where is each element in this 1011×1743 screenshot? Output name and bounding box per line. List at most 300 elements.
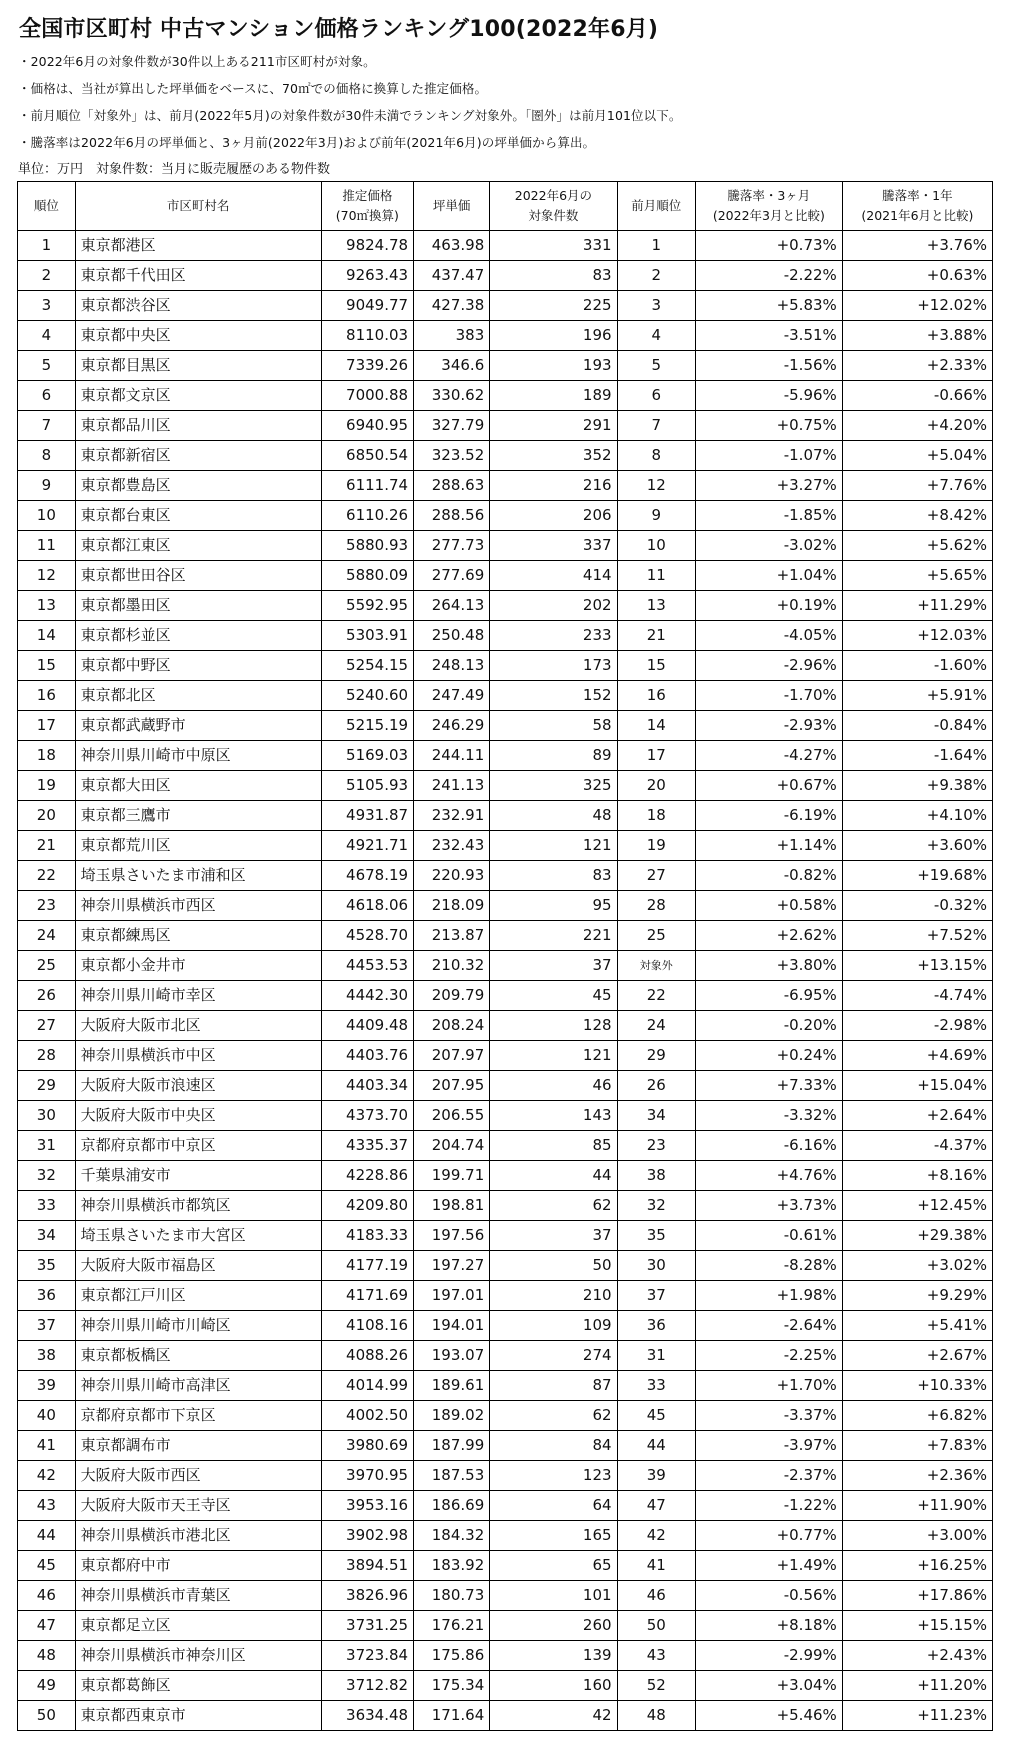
prev-rank-cell: 16 (617, 681, 695, 711)
change-3m-cell: -2.25% (695, 1341, 842, 1371)
change-3m-cell: -2.93% (695, 711, 842, 741)
header-rank: 順位 (18, 182, 76, 231)
tsubo-cell: 210.32 (414, 951, 490, 981)
change-3m-cell: -2.22% (695, 261, 842, 291)
prev-rank-cell: 43 (617, 1641, 695, 1671)
change-1y-cell: +13.15% (842, 951, 992, 981)
change-1y-cell: +5.65% (842, 561, 992, 591)
page-title: 全国市区町村 中古マンション価格ランキング100(2022年6月) (19, 17, 659, 42)
tsubo-cell: 176.21 (414, 1611, 490, 1641)
change-1y-cell: +11.29% (842, 591, 992, 621)
change-1y-cell: +3.60% (842, 831, 992, 861)
price-cell: 4171.69 (321, 1281, 413, 1311)
change-3m-cell: +3.73% (695, 1191, 842, 1221)
count-cell: 101 (490, 1581, 617, 1611)
tsubo-cell: 175.86 (414, 1641, 490, 1671)
tsubo-cell: 247.49 (414, 681, 490, 711)
rank-cell: 38 (18, 1341, 76, 1371)
table-row (18, 1101, 993, 1131)
change-3m-cell: +5.83% (695, 291, 842, 321)
tsubo-cell: 204.74 (414, 1131, 490, 1161)
price-cell: 5169.03 (321, 741, 413, 771)
count-cell: 42 (490, 1701, 617, 1731)
count-cell: 274 (490, 1341, 617, 1371)
price-cell: 7000.88 (321, 381, 413, 411)
change-3m-cell: -1.56% (695, 351, 842, 381)
prev-rank-cell: 1 (617, 231, 695, 261)
price-cell: 6850.54 (321, 441, 413, 471)
change-3m-cell: -1.70% (695, 681, 842, 711)
change-1y-cell: +11.20% (842, 1671, 992, 1701)
table-row (18, 1461, 993, 1491)
count-cell: 189 (490, 381, 617, 411)
name-cell: 東京都西東京市 (75, 1701, 321, 1731)
change-1y-cell: +11.90% (842, 1491, 992, 1521)
count-cell: 46 (490, 1071, 617, 1101)
header-prev-rank: 前月順位 (617, 182, 695, 231)
change-1y-cell: -2.98% (842, 1011, 992, 1041)
prev-rank-cell: 30 (617, 1251, 695, 1281)
change-1y-cell: +7.52% (842, 921, 992, 951)
table-row (18, 1611, 993, 1641)
price-cell: 5880.93 (321, 531, 413, 561)
change-1y-cell: +9.38% (842, 771, 992, 801)
price-cell: 3980.69 (321, 1431, 413, 1461)
name-cell: 東京都江戸川区 (75, 1281, 321, 1311)
count-cell: 44 (490, 1161, 617, 1191)
tsubo-cell: 220.93 (414, 861, 490, 891)
count-cell: 352 (490, 441, 617, 471)
tsubo-cell: 232.91 (414, 801, 490, 831)
table-row (18, 891, 993, 921)
count-cell: 45 (490, 981, 617, 1011)
rank-cell: 23 (18, 891, 76, 921)
count-cell: 83 (490, 861, 617, 891)
price-cell: 3712.82 (321, 1671, 413, 1701)
name-cell: 神奈川県横浜市神奈川区 (75, 1641, 321, 1671)
price-cell: 4931.87 (321, 801, 413, 831)
price-cell: 4678.19 (321, 861, 413, 891)
prev-rank-cell: 5 (617, 351, 695, 381)
change-1y-cell: -0.32% (842, 891, 992, 921)
tsubo-cell: 288.63 (414, 471, 490, 501)
change-3m-cell: +0.24% (695, 1041, 842, 1071)
tsubo-cell: 330.62 (414, 381, 490, 411)
prev-rank-cell: 50 (617, 1611, 695, 1641)
count-cell: 58 (490, 711, 617, 741)
change-3m-cell: +3.04% (695, 1671, 842, 1701)
prev-rank-cell: 9 (617, 501, 695, 531)
rank-cell: 29 (18, 1071, 76, 1101)
tsubo-cell: 189.02 (414, 1401, 490, 1431)
table-row (18, 711, 993, 741)
tsubo-cell: 213.87 (414, 921, 490, 951)
name-cell: 大阪府大阪市中央区 (75, 1101, 321, 1131)
count-cell: 37 (490, 1221, 617, 1251)
notes (18, 48, 681, 156)
rank-cell: 13 (18, 591, 76, 621)
change-1y-cell: +7.76% (842, 471, 992, 501)
change-1y-cell: +5.91% (842, 681, 992, 711)
rank-cell: 10 (18, 501, 76, 531)
prev-rank-cell: 4 (617, 321, 695, 351)
change-3m-cell: -1.07% (695, 441, 842, 471)
name-cell: 東京都武蔵野市 (75, 711, 321, 741)
table-row (18, 1521, 993, 1551)
rank-cell: 24 (18, 921, 76, 951)
table-row (18, 1011, 993, 1041)
count-cell: 139 (490, 1641, 617, 1671)
prev-rank-cell: 11 (617, 561, 695, 591)
rank-cell: 11 (18, 531, 76, 561)
prev-rank-cell: 6 (617, 381, 695, 411)
rank-cell: 37 (18, 1311, 76, 1341)
tsubo-cell: 463.98 (414, 231, 490, 261)
change-3m-cell: +0.19% (695, 591, 842, 621)
price-cell: 4403.76 (321, 1041, 413, 1071)
tsubo-cell: 208.24 (414, 1011, 490, 1041)
rank-cell: 2 (18, 261, 76, 291)
change-1y-cell: +12.03% (842, 621, 992, 651)
table-row (18, 1671, 993, 1701)
name-cell: 東京都台東区 (75, 501, 321, 531)
change-3m-cell: -3.32% (695, 1101, 842, 1131)
count-cell: 414 (490, 561, 617, 591)
count-cell: 62 (490, 1401, 617, 1431)
tsubo-cell: 189.61 (414, 1371, 490, 1401)
count-cell: 87 (490, 1371, 617, 1401)
prev-rank-cell: 32 (617, 1191, 695, 1221)
table-row (18, 831, 993, 861)
rank-cell: 45 (18, 1551, 76, 1581)
change-1y-cell: +15.04% (842, 1071, 992, 1101)
table-row (18, 321, 993, 351)
change-3m-cell: -1.22% (695, 1491, 842, 1521)
change-3m-cell: -3.51% (695, 321, 842, 351)
rank-cell: 22 (18, 861, 76, 891)
rank-cell: 26 (18, 981, 76, 1011)
table-row (18, 921, 993, 951)
change-1y-cell: +16.25% (842, 1551, 992, 1581)
prev-rank-cell: 52 (617, 1671, 695, 1701)
name-cell: 東京都板橋区 (75, 1341, 321, 1371)
prev-rank-cell: 45 (617, 1401, 695, 1431)
change-1y-cell: +19.68% (842, 861, 992, 891)
prev-rank-cell: 25 (617, 921, 695, 951)
change-3m-cell: -2.96% (695, 651, 842, 681)
tsubo-cell: 327.79 (414, 411, 490, 441)
tsubo-cell: 197.27 (414, 1251, 490, 1281)
price-cell: 3953.16 (321, 1491, 413, 1521)
prev-rank-cell: 7 (617, 411, 695, 441)
tsubo-cell: 175.34 (414, 1671, 490, 1701)
table-row (18, 1041, 993, 1071)
change-3m-cell: +7.33% (695, 1071, 842, 1101)
name-cell: 東京都府中市 (75, 1551, 321, 1581)
change-3m-cell: +1.49% (695, 1551, 842, 1581)
rank-cell: 34 (18, 1221, 76, 1251)
name-cell: 東京都葛飾区 (75, 1671, 321, 1701)
count-cell: 202 (490, 591, 617, 621)
rank-cell: 46 (18, 1581, 76, 1611)
count-cell: 123 (490, 1461, 617, 1491)
change-1y-cell: +4.69% (842, 1041, 992, 1071)
price-cell: 3970.95 (321, 1461, 413, 1491)
rank-cell: 21 (18, 831, 76, 861)
change-1y-cell: -1.64% (842, 741, 992, 771)
price-cell: 4014.99 (321, 1371, 413, 1401)
table-row (18, 1161, 993, 1191)
change-3m-cell: -3.02% (695, 531, 842, 561)
change-1y-cell: +10.33% (842, 1371, 992, 1401)
price-cell: 4403.34 (321, 1071, 413, 1101)
name-cell: 東京都目黒区 (75, 351, 321, 381)
price-cell: 3902.98 (321, 1521, 413, 1551)
table-row (18, 621, 993, 651)
note-line: ・騰落率は2022年6月の坪単価と、3ヶ月前(2022年3月)および前年(2021年6月)の坪単価から算出。 (18, 135, 596, 150)
rank-cell: 35 (18, 1251, 76, 1281)
change-1y-cell: +15.15% (842, 1611, 992, 1641)
change-1y-cell: -4.74% (842, 981, 992, 1011)
tsubo-cell: 199.71 (414, 1161, 490, 1191)
name-cell: 東京都足立区 (75, 1611, 321, 1641)
table-row (18, 651, 993, 681)
price-cell: 3731.25 (321, 1611, 413, 1641)
name-cell: 埼玉県さいたま市大宮区 (75, 1221, 321, 1251)
prev-rank-cell: 8 (617, 441, 695, 471)
name-cell: 東京都千代田区 (75, 261, 321, 291)
price-cell: 3826.96 (321, 1581, 413, 1611)
change-3m-cell: +1.98% (695, 1281, 842, 1311)
prev-rank-cell: 33 (617, 1371, 695, 1401)
table-row (18, 1131, 993, 1161)
rank-cell: 4 (18, 321, 76, 351)
note-line: ・前月順位「対象外」は、前月(2022年5月)の対象件数が30件未満でランキング対象外。「圏外」は前月101位以下。 (18, 108, 682, 123)
name-cell: 東京都港区 (75, 231, 321, 261)
rank-cell: 18 (18, 741, 76, 771)
change-3m-cell: +0.73% (695, 231, 842, 261)
tsubo-cell: 437.47 (414, 261, 490, 291)
price-cell: 4335.37 (321, 1131, 413, 1161)
name-cell: 東京都大田区 (75, 771, 321, 801)
table-row (18, 1431, 993, 1461)
prev-rank-cell: 28 (617, 891, 695, 921)
change-1y-cell: +12.02% (842, 291, 992, 321)
prev-rank-cell: 18 (617, 801, 695, 831)
name-cell: 京都府京都市中京区 (75, 1131, 321, 1161)
tsubo-cell: 232.43 (414, 831, 490, 861)
count-cell: 331 (490, 231, 617, 261)
change-1y-cell: +3.76% (842, 231, 992, 261)
change-3m-cell: -3.97% (695, 1431, 842, 1461)
change-1y-cell: +5.04% (842, 441, 992, 471)
rank-cell: 1 (18, 231, 76, 261)
count-cell: 64 (490, 1491, 617, 1521)
prev-rank-cell: 15 (617, 651, 695, 681)
change-3m-cell: +4.76% (695, 1161, 842, 1191)
change-3m-cell: -0.20% (695, 1011, 842, 1041)
rank-cell: 44 (18, 1521, 76, 1551)
change-1y-cell: +7.83% (842, 1431, 992, 1461)
count-cell: 152 (490, 681, 617, 711)
name-cell: 大阪府大阪市西区 (75, 1461, 321, 1491)
count-cell: 206 (490, 501, 617, 531)
name-cell: 東京都調布市 (75, 1431, 321, 1461)
change-3m-cell: -0.61% (695, 1221, 842, 1251)
price-cell: 4088.26 (321, 1341, 413, 1371)
name-cell: 東京都小金井市 (75, 951, 321, 981)
change-1y-cell: +2.36% (842, 1461, 992, 1491)
price-cell: 4209.80 (321, 1191, 413, 1221)
change-1y-cell: +11.23% (842, 1701, 992, 1731)
price-cell: 9263.43 (321, 261, 413, 291)
price-cell: 5880.09 (321, 561, 413, 591)
price-cell: 4528.70 (321, 921, 413, 951)
change-1y-cell: +29.38% (842, 1221, 992, 1251)
prev-rank-cell: 47 (617, 1491, 695, 1521)
change-3m-cell: -4.27% (695, 741, 842, 771)
price-cell: 4453.53 (321, 951, 413, 981)
count-cell: 173 (490, 651, 617, 681)
table-row (18, 411, 993, 441)
change-1y-cell: +6.82% (842, 1401, 992, 1431)
rank-cell: 39 (18, 1371, 76, 1401)
tsubo-cell: 183.92 (414, 1551, 490, 1581)
change-1y-cell: +2.43% (842, 1641, 992, 1671)
change-3m-cell: -2.99% (695, 1641, 842, 1671)
price-cell: 4921.71 (321, 831, 413, 861)
change-3m-cell: +8.18% (695, 1611, 842, 1641)
name-cell: 東京都品川区 (75, 411, 321, 441)
tsubo-cell: 187.99 (414, 1431, 490, 1461)
prev-rank-cell: 20 (617, 771, 695, 801)
name-cell: 神奈川県川崎市幸区 (75, 981, 321, 1011)
table-row (18, 1641, 993, 1671)
rank-cell: 17 (18, 711, 76, 741)
table-row (18, 951, 993, 981)
tsubo-cell: 184.32 (414, 1521, 490, 1551)
prev-rank-cell: 41 (617, 1551, 695, 1581)
table-row (18, 1281, 993, 1311)
change-3m-cell: -0.56% (695, 1581, 842, 1611)
prev-rank-cell: 17 (617, 741, 695, 771)
change-3m-cell: +5.46% (695, 1701, 842, 1731)
rank-cell: 16 (18, 681, 76, 711)
name-cell: 神奈川県横浜市都筑区 (75, 1191, 321, 1221)
table-row (18, 1581, 993, 1611)
change-3m-cell: -0.82% (695, 861, 842, 891)
change-1y-cell: +3.02% (842, 1251, 992, 1281)
change-1y-cell: -4.37% (842, 1131, 992, 1161)
tsubo-cell: 277.73 (414, 531, 490, 561)
name-cell: 神奈川県川崎市川崎区 (75, 1311, 321, 1341)
tsubo-cell: 264.13 (414, 591, 490, 621)
tsubo-cell: 186.69 (414, 1491, 490, 1521)
tsubo-cell: 246.29 (414, 711, 490, 741)
table-row (18, 1191, 993, 1221)
change-1y-cell: +8.16% (842, 1161, 992, 1191)
tsubo-cell: 206.55 (414, 1101, 490, 1131)
table-row (18, 1071, 993, 1101)
count-cell: 84 (490, 1431, 617, 1461)
tsubo-cell: 198.81 (414, 1191, 490, 1221)
table-row (18, 1311, 993, 1341)
change-1y-cell: +3.88% (842, 321, 992, 351)
prev-rank-cell: 3 (617, 291, 695, 321)
rank-cell: 42 (18, 1461, 76, 1491)
tsubo-cell: 277.69 (414, 561, 490, 591)
rank-cell: 15 (18, 651, 76, 681)
name-cell: 東京都文京区 (75, 381, 321, 411)
table-row (18, 741, 993, 771)
tsubo-cell: 197.01 (414, 1281, 490, 1311)
count-cell: 85 (490, 1131, 617, 1161)
prev-rank-cell: 24 (617, 1011, 695, 1041)
prev-rank-cell: 29 (617, 1041, 695, 1071)
count-cell: 216 (490, 471, 617, 501)
count-cell: 37 (490, 951, 617, 981)
prev-rank-cell: 38 (617, 1161, 695, 1191)
count-cell: 109 (490, 1311, 617, 1341)
name-cell: 神奈川県横浜市港北区 (75, 1521, 321, 1551)
table-row (18, 561, 993, 591)
header-name: 市区町村名 (75, 182, 321, 231)
price-cell: 4409.48 (321, 1011, 413, 1041)
rank-cell: 32 (18, 1161, 76, 1191)
change-3m-cell: +1.14% (695, 831, 842, 861)
price-cell: 4177.19 (321, 1251, 413, 1281)
name-cell: 神奈川県横浜市青葉区 (75, 1581, 321, 1611)
change-1y-cell: +5.62% (842, 531, 992, 561)
price-cell: 4183.33 (321, 1221, 413, 1251)
tsubo-cell: 288.56 (414, 501, 490, 531)
tsubo-cell: 427.38 (414, 291, 490, 321)
count-cell: 225 (490, 291, 617, 321)
change-1y-cell: +0.63% (842, 261, 992, 291)
name-cell: 埼玉県さいたま市浦和区 (75, 861, 321, 891)
change-1y-cell: +4.20% (842, 411, 992, 441)
name-cell: 千葉県浦安市 (75, 1161, 321, 1191)
change-3m-cell: +0.58% (695, 891, 842, 921)
rank-cell: 3 (18, 291, 76, 321)
table-row (18, 1371, 993, 1401)
prev-rank-cell: 46 (617, 1581, 695, 1611)
name-cell: 東京都中野区 (75, 651, 321, 681)
table-body (18, 231, 993, 1731)
tsubo-cell: 194.01 (414, 1311, 490, 1341)
tsubo-cell: 207.95 (414, 1071, 490, 1101)
tsubo-cell: 171.64 (414, 1701, 490, 1731)
rank-cell: 8 (18, 441, 76, 471)
change-3m-cell: -2.64% (695, 1311, 842, 1341)
table-row (18, 441, 993, 471)
prev-rank-cell: 37 (617, 1281, 695, 1311)
price-cell: 3894.51 (321, 1551, 413, 1581)
prev-rank-cell: 31 (617, 1341, 695, 1371)
change-3m-cell: +0.75% (695, 411, 842, 441)
table-row (18, 471, 993, 501)
count-cell: 89 (490, 741, 617, 771)
name-cell: 東京都新宿区 (75, 441, 321, 471)
count-cell: 50 (490, 1251, 617, 1281)
change-3m-cell: -6.16% (695, 1131, 842, 1161)
tsubo-cell: 197.56 (414, 1221, 490, 1251)
prev-rank-cell: 19 (617, 831, 695, 861)
tsubo-cell: 383 (414, 321, 490, 351)
count-cell: 193 (490, 351, 617, 381)
rank-cell: 47 (18, 1611, 76, 1641)
price-cell: 3723.84 (321, 1641, 413, 1671)
